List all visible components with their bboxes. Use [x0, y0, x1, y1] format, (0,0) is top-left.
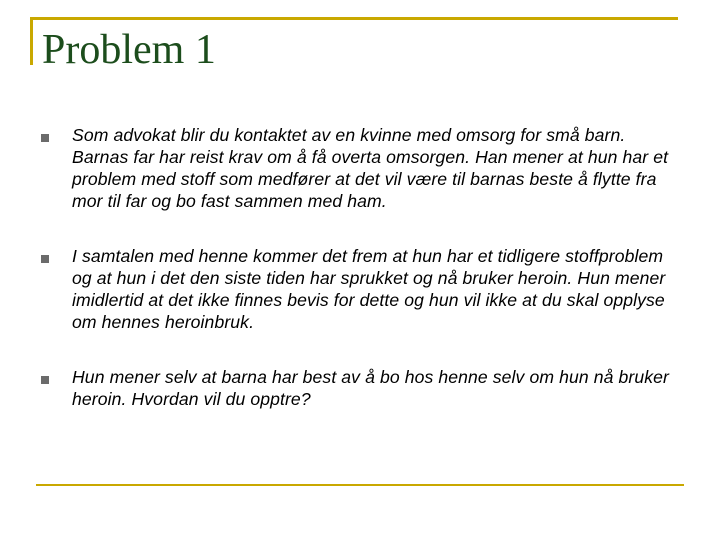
title-top-rule [30, 17, 678, 20]
bullet-text: Hun mener selv at barna har best av å bo hos henne selv om hun nå bruker heroin. Hvordan vil du opptre? [72, 367, 669, 409]
slide-title: Problem 1 [42, 27, 216, 73]
square-bullet-icon [41, 134, 49, 142]
bullet-list [40, 124, 680, 443]
bullet-item-1 [40, 124, 680, 212]
bullet-text: I samtalen med henne kommer det frem at hun har et tidligere stoffproblem og at hun i det den siste tiden har sprukket og nå bruker heroin. Hun mener imidlertid at det ikke finnes bevis for dette og hun vil ikke at du skal opplyse om hennes heroinbruk. [72, 246, 666, 332]
bullet-item-3 [40, 366, 680, 410]
bullet-text: Som advokat blir du kontaktet av en kvinne med omsorg for små barn. Barnas far har reist krav om å få overta omsorgen. Han mener at hun har et problem med stoff som medfører at det vil være til barnas beste å flytte fra mor til far og bo fast sammen med ham. [72, 125, 669, 211]
title-left-rule [30, 17, 33, 65]
square-bullet-icon [41, 255, 49, 263]
bottom-rule [36, 484, 684, 486]
square-bullet-icon [41, 376, 49, 384]
bullet-item-2 [40, 245, 680, 333]
